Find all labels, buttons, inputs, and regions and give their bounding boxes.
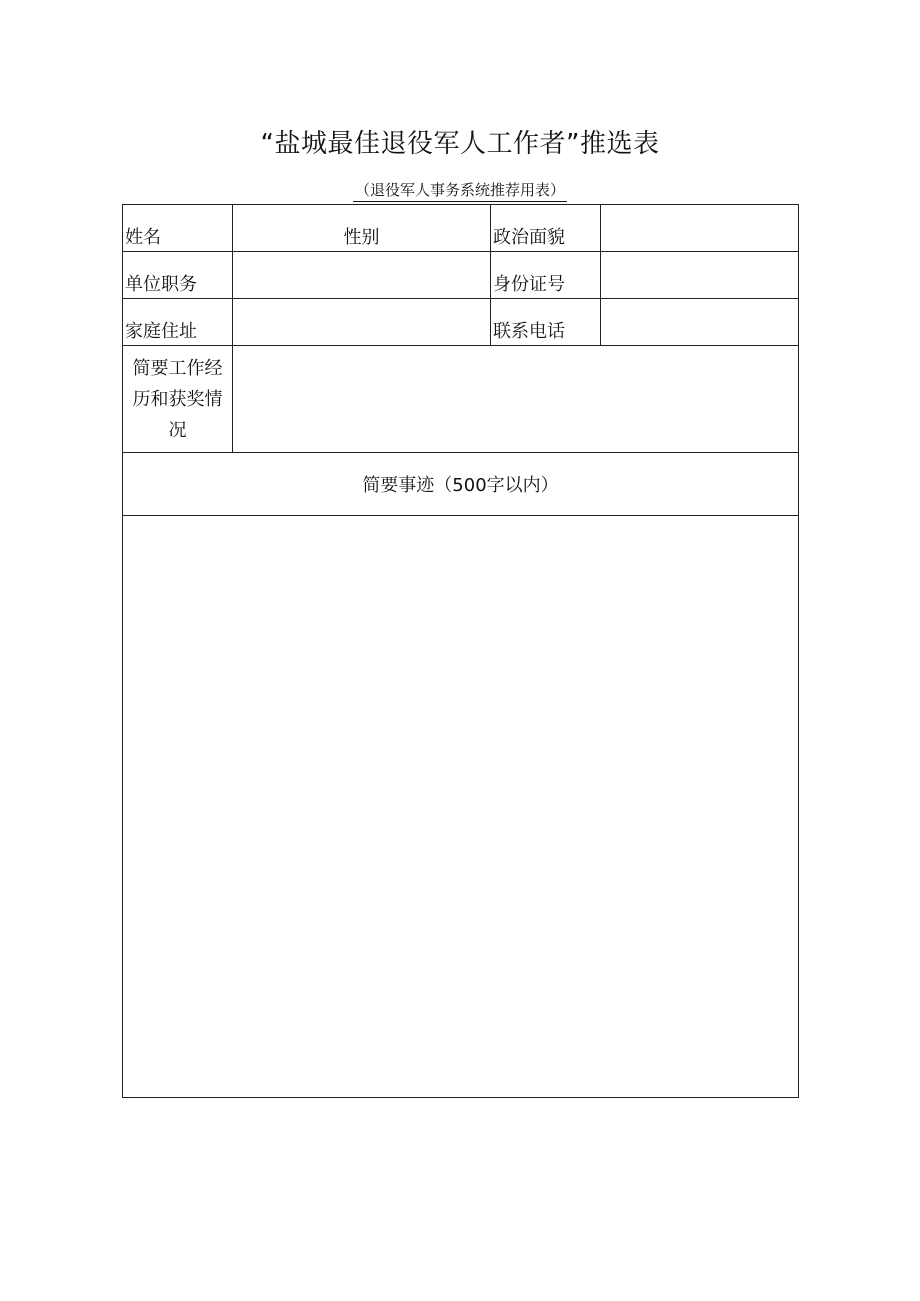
phone-value-field[interactable] xyxy=(601,299,799,346)
address-label: 家庭住址 xyxy=(125,321,197,342)
experience-label-cell xyxy=(123,346,233,453)
page-subtitle xyxy=(0,179,920,202)
gender-cell[interactable] xyxy=(233,205,491,252)
form-row-basic xyxy=(123,205,799,252)
id-label: 身份证号 xyxy=(493,274,565,295)
unit-label-cell xyxy=(123,252,233,299)
page-title: “盐城最佳退役军人工作者”推选表 xyxy=(260,129,660,159)
unit-value-field[interactable] xyxy=(233,252,491,299)
form-row-deeds-body xyxy=(123,516,799,1098)
address-label-cell xyxy=(123,299,233,346)
experience-label: 简要工作经历和获奖情况 xyxy=(132,357,223,441)
subtitle-text: （退役军人事务系统推荐用表） xyxy=(353,179,567,202)
deeds-heading: 简要事迹（500字以内） xyxy=(362,475,559,496)
form-row-address xyxy=(123,299,799,346)
deeds-heading-cell xyxy=(123,453,799,516)
address-value-field[interactable] xyxy=(233,299,491,346)
name-label: 姓名 xyxy=(125,227,161,248)
id-label-cell xyxy=(491,252,601,299)
form-row-deeds-heading xyxy=(123,453,799,516)
form-row-unit xyxy=(123,252,799,299)
political-label: 政治面貌 xyxy=(493,227,565,248)
id-value-field[interactable] xyxy=(601,252,799,299)
experience-value-field[interactable] xyxy=(233,346,799,453)
phone-label: 联系电话 xyxy=(493,321,565,342)
phone-label-cell xyxy=(491,299,601,346)
political-label-cell xyxy=(491,205,601,252)
political-value-field[interactable] xyxy=(601,205,799,252)
name-label-cell xyxy=(123,205,233,252)
form-row-experience xyxy=(123,346,799,453)
nomination-form-table xyxy=(122,204,799,1098)
deeds-text-area[interactable] xyxy=(123,516,799,1098)
gender-label: 性别 xyxy=(343,227,380,248)
unit-label: 单位职务 xyxy=(125,274,197,295)
